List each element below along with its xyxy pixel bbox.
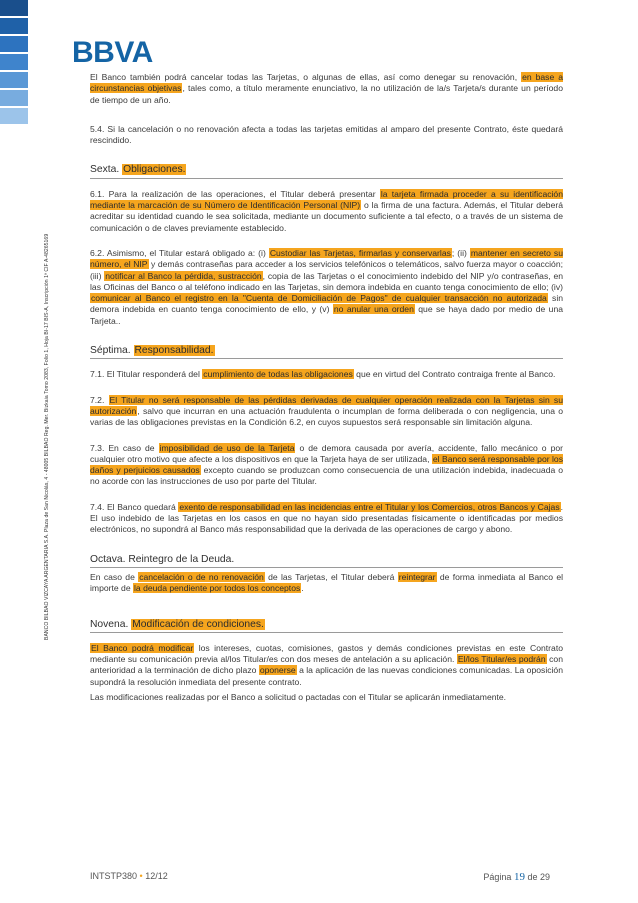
- highlight: imposibilidad de uso de la Tarjeta: [159, 442, 295, 453]
- text: con anterioridad a la terminación de dicho plazo: [90, 654, 563, 676]
- highlight: El Banco podrá modificar: [91, 642, 194, 653]
- section-title: Obligaciones.: [123, 164, 186, 176]
- page-total: 29: [539, 872, 550, 882]
- section-title: Modificación de condiciones.: [132, 618, 264, 630]
- text: que se haya dado por medio de una Tarjeta..: [90, 304, 564, 326]
- section-underline: [90, 567, 563, 568]
- logo-text: BBVA: [72, 36, 153, 69]
- page-label: Página: [483, 872, 512, 882]
- section-title: Responsabilidad.: [134, 345, 214, 357]
- paragraph-6-2: [90, 248, 563, 327]
- text: . El uso indebido de las Tarjetas en los casos en que no hayan sido presentadas físicamente o identificadas por medios electrónicos, no supondrá al Banco más responsabilidad que la derivada de las operaciones de cargo y abono.: [90, 501, 564, 535]
- section-heading-octava: Octava. Reintegro de la Deuda.: [90, 553, 235, 565]
- doc-code: INTSTP380: [90, 871, 138, 881]
- footer-bullet: •: [139, 871, 143, 881]
- paragraph-7-1: [90, 369, 563, 380]
- section-heading-sexta: [90, 164, 563, 175]
- brand-color-blocks: [0, 0, 28, 126]
- text: , tales como, a título meramente enunciativo, la no utilización de la/s Tarjeta/s durante un período de tiempo de un año.: [90, 83, 563, 105]
- paragraph-novena-2: Las modificaciones realizadas por el Banco a solicitud o pactadas con el Titular se aplicarán inmediatamente.: [90, 691, 507, 702]
- document-body: [90, 72, 563, 703]
- highlight: notificar al Banco la pérdida, sustracción: [105, 270, 262, 281]
- highlight: comunicar al Banco el registro en la "Cuenta de Domiciliación de Pagos" de cualquier transacción no autorizada: [91, 293, 547, 304]
- paragraph-7-4: [90, 502, 563, 536]
- highlight: cumplimiento de todas las obligaciones: [203, 369, 353, 380]
- text: o la firma de una factura. Además, el Titular deberá acreditar su identidad cuando le sea solicitada, mediante un documento suficiente a tal efecto, o a través de un sistema de comunicación o de claves previamente establecido.: [90, 200, 563, 233]
- highlight: oponerse: [259, 665, 296, 676]
- text: los intereses, cuotas, comisiones, gastos y demás condiciones previstas en este Contrato mediante su comunicación previa al/los Titular/es con dos meses de antelación a su aplicación.: [90, 642, 563, 665]
- text: En caso de: [90, 571, 139, 582]
- paragraph-octava: [90, 572, 563, 595]
- highlight: en base a circunstancias objetivas: [90, 72, 563, 94]
- highlight: exento de responsabilidad en las incidencias entre el Titular y los Comercios, otros Bancos y Cajas: [179, 501, 560, 512]
- text: , copia de las Tarjetas o el conocimiento indebido del NIP y/o contraseñas, en las Oficinas del Banco o al teléfono indicado en las Tarjetas, sin demora indebida en cuanto tenga conocimiento de ello; (iv): [90, 270, 564, 292]
- text: y demás contraseñas para acceder a los servicios telefónicos o telemáticos, salvo fuerza mayor o coacción; (iii): [90, 259, 563, 281]
- section-underline: [90, 178, 563, 179]
- text: 7.2.: [90, 394, 109, 405]
- highlight: El Titular no será responsable de las pérdidas derivadas de cualquier operación realizada con la Tarjetas sin su autorización: [90, 394, 563, 416]
- brand-block: [0, 36, 28, 52]
- highlight: reintegrar: [398, 571, 436, 582]
- paragraph-7-3: [90, 443, 563, 488]
- brand-block: [0, 54, 28, 70]
- text: excepto cuando se produzcan como consecuencia de una utilización indebida, inadecuada o no acorde con las instrucciones de uso por parte del Titular.: [90, 465, 563, 487]
- paragraph-7-2: [90, 395, 563, 429]
- section-number: Novena.: [90, 618, 132, 630]
- paragraph-5-3: [90, 72, 563, 106]
- text: 6.1. Para la realización de las operaciones, el Titular deberá presentar: [90, 188, 380, 199]
- section-underline: [90, 632, 563, 633]
- page-indicator: [483, 871, 550, 883]
- section-number: Séptima.: [90, 345, 134, 357]
- text: 6.2. Asimismo, el Titular estará obligado a: (i): [90, 247, 269, 258]
- brand-block: [0, 0, 28, 16]
- highlight: cancelación o de no renovación: [139, 571, 264, 582]
- section-heading-septima: [90, 345, 563, 356]
- paragraph-novena: [90, 643, 563, 688]
- text: 7.3. En caso de: [90, 442, 159, 453]
- text: de las Tarjetas, el Titular deberá: [264, 571, 398, 582]
- text: a la aplicación de las nuevas condiciones comunicadas. La oposición supondrá la resolución inmediata del presente contrato.: [90, 665, 563, 687]
- section-heading-novena: [90, 619, 563, 630]
- text: , salvo que incurran en una actuación fraudulenta o incumplan de forma deliberada o con negligencia, una o varias de las obligaciones previstas en la Condición 6.2, en cuyos supuestos será responsable sin limitación alguna.: [90, 405, 563, 428]
- highlight: la tarjeta firmada proceder a su identificación mediante la marcación de su Número de Identificación Personal (NIP): [90, 188, 563, 211]
- text: que en virtud del Contrato contraiga frente al Banco.: [353, 369, 556, 380]
- highlight: Custodiar las Tarjetas, firmarlas y conservarlas: [269, 247, 451, 258]
- text: ; (ii): [451, 247, 470, 258]
- brand-block: [0, 108, 28, 124]
- text: 7.4. El Banco quedará: [90, 501, 179, 512]
- highlight: la deuda pendiente por todos los conceptos: [134, 583, 301, 594]
- side-legal-label: BANCO BILBAO VIZCAYA ARGENTARIA S.A. Plaza de San Nicolás, 4 - 48005 BILBAO Reg. Mer. Bizkaia Tomo 2083, Folio 1, Hoja BI-17 BIS-A, Inscripción 1ª CIF A-48265169: [44, 233, 50, 640]
- highlight: no anular una orden: [333, 304, 414, 315]
- text: sin demora indebida en cuanto tenga conocimiento de ello, y (v): [90, 293, 564, 315]
- paragraph-6-1: [90, 189, 563, 234]
- bbva-logo: [72, 36, 153, 70]
- brand-block: [0, 72, 28, 88]
- page-footer: [90, 871, 550, 881]
- highlight: El/los Titular/es podrán: [457, 654, 546, 665]
- doc-date: 12/12: [145, 871, 168, 881]
- page-number: 19: [513, 871, 525, 883]
- text: de forma inmediata al Banco el importe de: [90, 571, 564, 594]
- text: o de demora causada por avería, accidente, fallo mecánico o por cualquier otro motivo que afecte a los dispositivos en que la Tarjeta haya de ser utilizada,: [90, 442, 563, 464]
- paragraph-5-4: 5.4. Si la cancelación o no renovación afecta a todas las tarjetas emitidas al amparo del presente Contrato, éste quedará rescindido.: [90, 123, 563, 146]
- section-underline: [90, 358, 563, 359]
- text: .: [301, 583, 304, 594]
- page-of: de: [527, 872, 538, 882]
- highlight: el Banco será responsable por los daños y perjuicios causados: [90, 453, 563, 476]
- brand-block: [0, 90, 28, 106]
- text: 7.1. El Titular responderá del: [90, 369, 203, 380]
- brand-block: [0, 18, 28, 34]
- text: El Banco también podrá cancelar todas las Tarjetas, o algunas de ellas, así como denegar su renovación,: [90, 72, 522, 82]
- section-number: Sexta.: [90, 164, 123, 176]
- highlight: mantener en secreto su número, el NIP: [90, 247, 564, 270]
- side-legal-text: [30, 233, 50, 640]
